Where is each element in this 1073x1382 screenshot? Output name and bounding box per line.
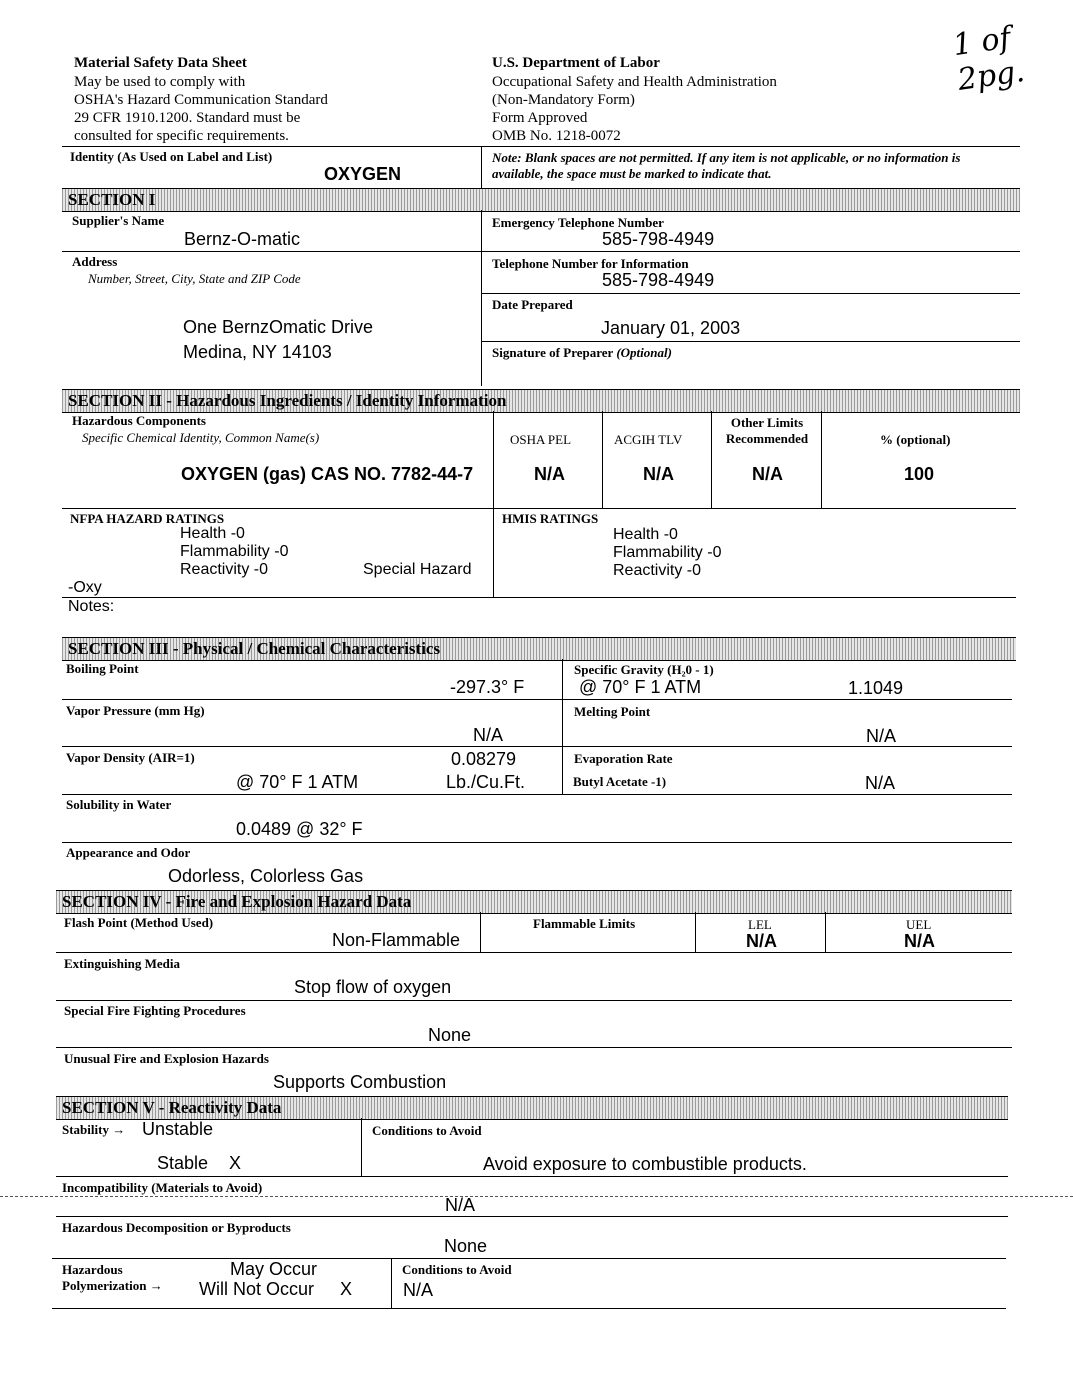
- evaporation-rate-label: Evaporation Rate: [574, 751, 673, 766]
- flammable-limits-label: Flammable Limits: [533, 916, 636, 931]
- conditions-to-avoid-value: Avoid exposure to combustible products.: [483, 1154, 807, 1174]
- percent-value: 100: [904, 464, 935, 484]
- incompatibility-label: Incompatibility (Materials to Avoid): [62, 1180, 263, 1195]
- decomposition-label: Hazardous Decomposition or Byproducts: [62, 1220, 291, 1235]
- nfpa-health: Health -0: [180, 525, 245, 542]
- conditions-to-avoid-label-2: Conditions to Avoid: [402, 1262, 512, 1277]
- vapor-pressure-label: Vapor Pressure (mm Hg): [66, 703, 205, 718]
- hmis-label: HMIS RATINGS: [502, 511, 599, 526]
- flash-point-label: Flash Point (Method Used): [64, 915, 214, 930]
- form-subline: OSHA's Hazard Communication Standard: [74, 92, 328, 108]
- address-line-2: Medina, NY 14103: [183, 342, 332, 362]
- components-sub-label: Specific Chemical Identity, Common Name(s): [82, 430, 320, 445]
- supplier-value: Bernz-O-matic: [184, 229, 301, 249]
- col-acgih-tlv: ACGIH TLV: [614, 432, 683, 447]
- specific-gravity-value: 1.1049: [848, 678, 904, 698]
- special-hazard: Special Hazard: [363, 561, 472, 578]
- incompatibility-value: N/A: [445, 1195, 476, 1215]
- vapor-density-label: Vapor Density (AIR=1): [66, 750, 195, 765]
- special-fire-label: Special Fire Fighting Procedures: [64, 1003, 246, 1018]
- uel-label: UEL: [906, 917, 932, 932]
- signature-label: Signature of Preparer (Optional): [492, 345, 672, 360]
- section-3-header: SECTION III - Physical / Chemical Characteristics: [62, 637, 1016, 661]
- unusual-hazards-label: Unusual Fire and Explosion Hazards: [64, 1051, 269, 1066]
- polymerization-label-2: Polymerization →: [62, 1278, 163, 1293]
- lel-label: LEL: [748, 917, 772, 932]
- agency-subline: Occupational Safety and Health Administration: [492, 74, 777, 90]
- boiling-point-label: Boiling Point: [66, 661, 139, 676]
- oxy-marker: -Oxy: [68, 579, 102, 596]
- section-1-header: SECTION I: [62, 188, 1020, 212]
- flash-point-value: Non-Flammable: [332, 930, 461, 950]
- section-5-header: SECTION V - Reactivity Data: [56, 1096, 1008, 1120]
- lel-value: N/A: [746, 931, 777, 951]
- appearance-label: Appearance and Odor: [66, 845, 191, 860]
- supplier-label: Supplier's Name: [72, 213, 165, 228]
- identity-label: Identity (As Used on Label and List): [70, 149, 273, 164]
- unstable-option: Unstable: [142, 1119, 214, 1139]
- agency-title: U.S. Department of Labor: [492, 55, 660, 71]
- notes-label: Notes:: [68, 598, 115, 615]
- hmis-reactivity: Reactivity -0: [613, 562, 702, 579]
- info-phone-value: 585-798-4949: [602, 270, 715, 290]
- will-not-occur-option: Will Not Occur: [199, 1279, 315, 1299]
- form-subline: 29 CFR 1910.1200. Standard must be: [74, 110, 301, 126]
- hmis-health: Health -0: [613, 526, 678, 543]
- form-subline: consulted for specific requirements.: [74, 128, 289, 144]
- solubility-value: 0.0489 @ 32° F: [236, 819, 363, 839]
- vapor-density-condition: @ 70° F 1 ATM: [236, 772, 359, 792]
- emergency-phone-label: Emergency Telephone Number: [492, 215, 664, 230]
- col-osha-pel: OSHA PEL: [510, 432, 572, 447]
- will-not-occur-check-mark: X: [340, 1279, 353, 1299]
- evaporation-rate-sub: Butyl Acetate -1): [573, 774, 667, 789]
- nfpa-reactivity: Reactivity -0: [180, 561, 269, 578]
- form-subline: May be used to comply with: [74, 74, 246, 90]
- conditions-to-avoid-label: Conditions to Avoid: [372, 1123, 482, 1138]
- unusual-hazards-value: Supports Combustion: [273, 1072, 447, 1092]
- specific-gravity-condition: @ 70° F 1 ATM: [579, 677, 702, 697]
- vapor-pressure-value: N/A: [473, 725, 504, 745]
- stable-check-mark: X: [229, 1153, 242, 1173]
- handwritten-page-note: 1 of 2pg.: [950, 20, 1027, 98]
- extinguishing-media-label: Extinguishing Media: [64, 956, 180, 971]
- nfpa-flammability: Flammability -0: [180, 543, 289, 560]
- extinguishing-media-value: Stop flow of oxygen: [294, 977, 452, 997]
- other-limits-value: N/A: [752, 464, 783, 484]
- polymerization-label-1: Hazardous: [62, 1262, 123, 1277]
- address-sub-label: Number, Street, City, State and ZIP Code: [88, 271, 301, 286]
- boiling-point-value: -297.3° F: [450, 677, 525, 697]
- form-title: Material Safety Data Sheet: [74, 55, 247, 71]
- identity-value: OXYGEN: [324, 164, 402, 184]
- components-label: Hazardous Components: [72, 413, 206, 428]
- melting-point-value: N/A: [866, 726, 897, 746]
- solubility-label: Solubility in Water: [66, 797, 172, 812]
- osha-pel-value: N/A: [534, 464, 565, 484]
- appearance-value: Odorless, Colorless Gas: [168, 866, 364, 886]
- conditions-to-avoid-value-2: N/A: [403, 1280, 434, 1300]
- may-occur-option: May Occur: [230, 1259, 318, 1279]
- agency-subline: OMB No. 1218-0072: [492, 128, 621, 144]
- date-prepared-value: January 01, 2003: [601, 318, 741, 338]
- nfpa-label: NFPA HAZARD RATINGS: [70, 511, 225, 526]
- address-label: Address: [72, 254, 118, 269]
- section-4-header: SECTION IV - Fire and Explosion Hazard Data: [56, 890, 1012, 914]
- emergency-phone-value: 585-798-4949: [602, 229, 715, 249]
- uel-value: N/A: [904, 931, 935, 951]
- col-other-limits: Other Limits Recommended: [725, 415, 809, 446]
- stability-label: Stability →: [62, 1122, 126, 1137]
- section-2-header: SECTION II - Hazardous Ingredients / Identity Information: [62, 389, 1020, 413]
- vapor-density-units: Lb./Cu.Ft.: [446, 772, 526, 792]
- evaporation-rate-value: N/A: [865, 773, 896, 793]
- specific-gravity-label: Specific Gravity (H₂0 - 1): [574, 662, 714, 677]
- address-line-1: One BernzOmatic Drive: [183, 317, 374, 337]
- stable-option: Stable: [157, 1153, 209, 1173]
- agency-subline: (Non-Mandatory Form): [492, 92, 635, 108]
- hmis-flammability: Flammability -0: [613, 544, 722, 561]
- decomposition-value: None: [444, 1236, 488, 1256]
- special-fire-value: None: [428, 1025, 472, 1045]
- melting-point-label: Melting Point: [574, 704, 651, 719]
- info-phone-label: Telephone Number for Information: [492, 256, 689, 271]
- acgih-tlv-value: N/A: [643, 464, 674, 484]
- col-percent: % (optional): [880, 432, 951, 447]
- vapor-density-value: 0.08279: [451, 749, 517, 769]
- component-value: OXYGEN (gas) CAS NO. 7782-44-7: [181, 464, 474, 484]
- agency-subline: Form Approved: [492, 110, 588, 126]
- date-prepared-label: Date Prepared: [492, 297, 573, 312]
- blank-space-note: Note: Blank spaces are not permitted. If any item is not applicable, or no information is available, the space must be marked to indicate that.: [492, 150, 961, 181]
